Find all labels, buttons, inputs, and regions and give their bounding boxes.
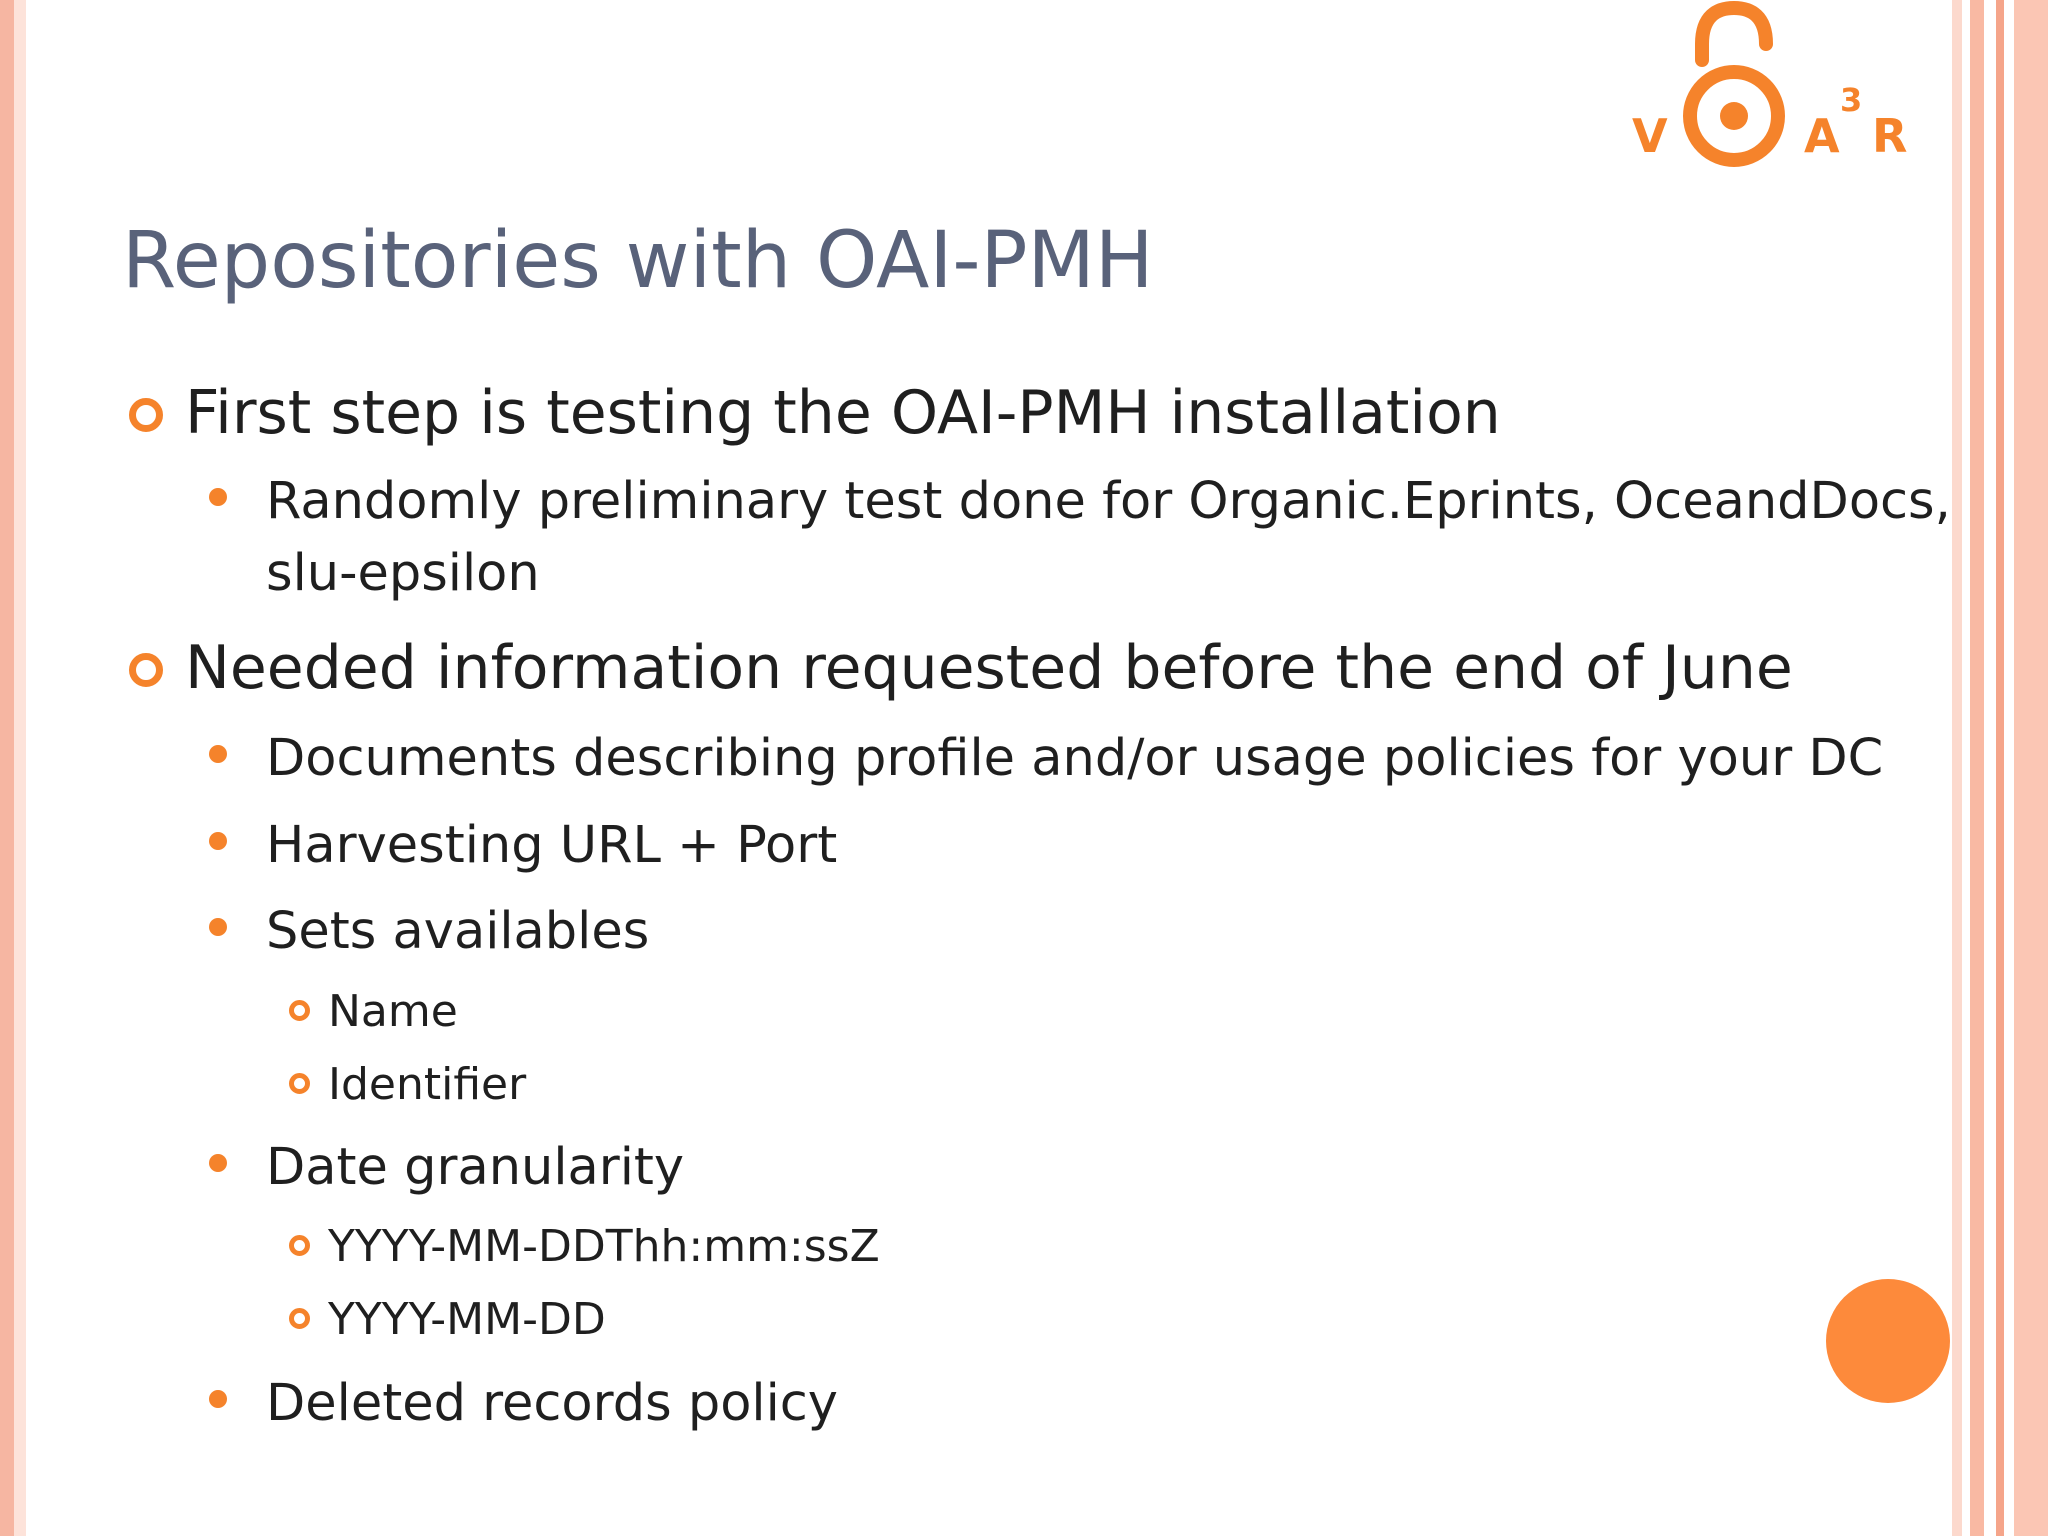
decorative-orange-circle (1826, 1279, 1950, 1403)
sub-bullet-item: Date granularity (266, 1138, 685, 1197)
bullet-dot-marker (209, 918, 227, 936)
logo-letter-v: V (1632, 109, 1668, 163)
sub-bullet-item: Sets availables (266, 902, 650, 961)
bullet-item: Needed information requested before the end of June (185, 633, 1793, 703)
sub-sub-bullet-item: YYYY-MM-DDThh:mm:ssZ (328, 1221, 880, 1272)
right-border-stripes (1952, 0, 2048, 1536)
bullet-ring-marker (129, 398, 163, 432)
sub-bullet-item: Deleted records policy (266, 1374, 838, 1433)
sub-bullet-item: Documents describing profile and/or usage policies for your DC (266, 729, 1884, 788)
bullet-dot-marker (209, 1390, 227, 1408)
bullet-ring-marker (129, 653, 163, 687)
sub-sub-bullet-item: Name (328, 986, 458, 1037)
sub-sub-bullet-item: YYYY-MM-DD (328, 1294, 606, 1345)
bullet-dot-marker (209, 1154, 227, 1172)
left-border-stripe (0, 0, 14, 1536)
bullet-dot-marker (209, 488, 227, 506)
sub-bullet-item-continued: slu-epsilon (266, 544, 540, 603)
logo-letter-r: R (1872, 109, 1908, 163)
sub-sub-bullet-item: Identifier (328, 1059, 527, 1110)
logo-superscript-3: 3 (1840, 81, 1863, 119)
sub-bullet-item: Harvesting URL + Port (266, 816, 838, 875)
sub-sub-bullet-ring-marker (289, 1308, 310, 1329)
sub-bullet-item: Randomly preliminary test done for Organic.Eprints, OceandDocs, (266, 472, 1951, 531)
sub-sub-bullet-ring-marker (289, 1073, 310, 1094)
bullet-dot-marker (209, 745, 227, 763)
sub-sub-bullet-ring-marker (289, 1235, 310, 1256)
bullet-item: First step is testing the OAI-PMH installation (185, 378, 1501, 448)
slide-title: Repositories with OAI-PMH (122, 216, 1154, 306)
sub-sub-bullet-ring-marker (289, 1000, 310, 1021)
logo-letter-a: A (1804, 109, 1840, 163)
voa3r-logo (1618, 0, 1918, 180)
open-access-lock-icon (1680, 0, 1788, 180)
bullet-dot-marker (209, 832, 227, 850)
left-border-stripe-light (14, 0, 26, 1536)
